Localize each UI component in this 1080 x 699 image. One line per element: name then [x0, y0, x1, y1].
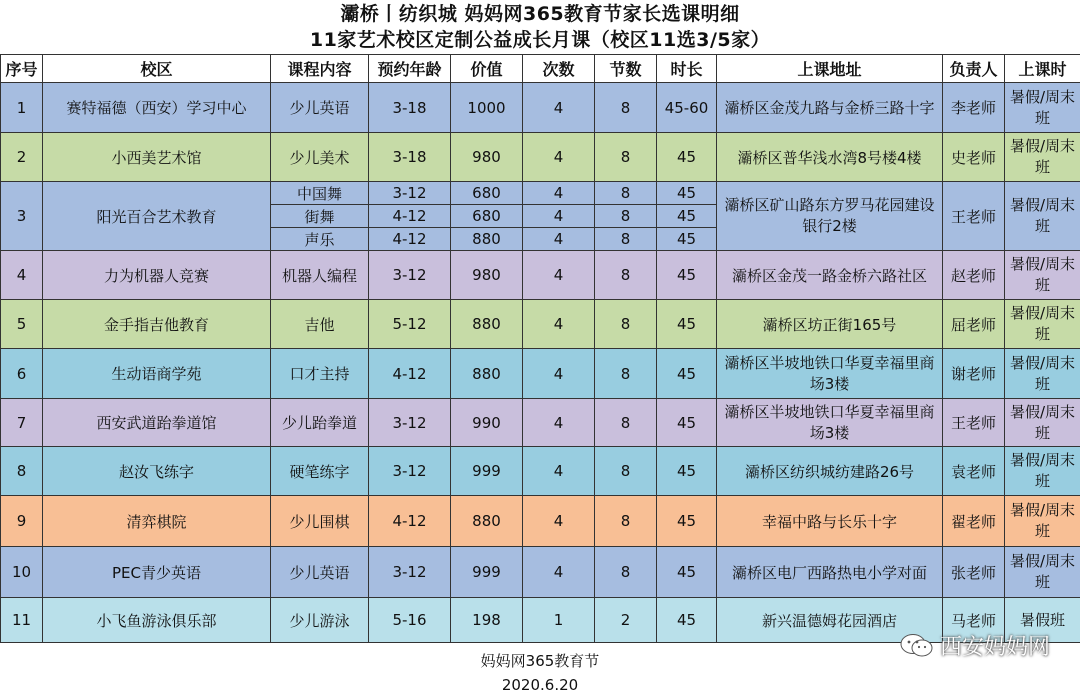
cell-price: 198 [451, 598, 523, 643]
cell-price: 980 [451, 133, 523, 182]
cell-times: 4 [523, 349, 595, 399]
table-row [1, 251, 1080, 300]
cell-age: 3-12 [369, 547, 451, 598]
col-header-no: 序号 [1, 55, 43, 83]
footer-event-name: 妈妈网365教育节 [480, 652, 600, 670]
cell-no: 2 [1, 133, 43, 182]
cell-address: 灞桥区半坡地铁口华夏幸福里商场3楼 [717, 399, 943, 447]
cell-course: 中国舞 [271, 182, 369, 205]
cell-schedule: 暑假/周末班 [1005, 133, 1080, 182]
cell-times: 4 [523, 228, 595, 251]
col-header-times: 次数 [523, 55, 595, 83]
cell-school: 力为机器人竞赛 [43, 251, 271, 300]
col-header-teacher: 负责人 [943, 55, 1005, 83]
cell-course: 少儿英语 [271, 547, 369, 598]
course-table [0, 54, 1080, 643]
table-row [1, 399, 1080, 447]
cell-sessions: 8 [595, 547, 657, 598]
cell-teacher: 翟老师 [943, 496, 1005, 547]
cell-duration: 45 [657, 598, 717, 643]
col-header-schedule: 上课时 [1005, 55, 1080, 83]
page-title: 灞桥丨纺织城 妈妈网365教育节家长选课明细 [340, 3, 740, 25]
cell-course: 口才主持 [271, 349, 369, 399]
cell-course: 硬笔练字 [271, 447, 369, 496]
cell-school: 赛特福德（西安）学习中心 [43, 83, 271, 133]
cell-sessions: 8 [595, 182, 657, 205]
cell-school: 西安武道跆拳道馆 [43, 399, 271, 447]
cell-schedule: 暑假/周末班 [1005, 300, 1080, 349]
cell-price: 680 [451, 182, 523, 205]
cell-age: 3-18 [369, 83, 451, 133]
cell-address: 灞桥区矿山路东方罗马花园建设银行2楼 [717, 182, 943, 251]
cell-schedule: 暑假/周末班 [1005, 182, 1080, 251]
cell-school: PEC青少英语 [43, 547, 271, 598]
col-header-age: 预约年龄 [369, 55, 451, 83]
cell-price: 880 [451, 349, 523, 399]
cell-sessions: 8 [595, 349, 657, 399]
cell-times: 4 [523, 300, 595, 349]
cell-price: 1000 [451, 83, 523, 133]
cell-times: 4 [523, 205, 595, 228]
cell-price: 999 [451, 547, 523, 598]
table-row [1, 547, 1080, 598]
cell-times: 4 [523, 447, 595, 496]
cell-price: 980 [451, 251, 523, 300]
cell-schedule: 暑假/周末班 [1005, 547, 1080, 598]
cell-duration: 45 [657, 547, 717, 598]
cell-no: 1 [1, 83, 43, 133]
cell-teacher: 袁老师 [943, 447, 1005, 496]
cell-duration: 45 [657, 133, 717, 182]
cell-address: 新兴温德姆花园酒店 [717, 598, 943, 643]
wechat-icon [900, 633, 934, 659]
cell-no: 11 [1, 598, 43, 643]
cell-duration: 45 [657, 300, 717, 349]
cell-no: 8 [1, 447, 43, 496]
cell-sessions: 8 [595, 496, 657, 547]
cell-duration: 45 [657, 447, 717, 496]
cell-age: 3-12 [369, 399, 451, 447]
cell-school: 清弈棋院 [43, 496, 271, 547]
col-header-sessions: 节数 [595, 55, 657, 83]
cell-age: 4-12 [369, 496, 451, 547]
cell-age: 3-12 [369, 447, 451, 496]
cell-address: 幸福中路与长乐十字 [717, 496, 943, 547]
cell-address: 灞桥区电厂西路热电小学对面 [717, 547, 943, 598]
cell-times: 4 [523, 399, 595, 447]
cell-no: 9 [1, 496, 43, 547]
cell-sessions: 8 [595, 228, 657, 251]
cell-age: 4-12 [369, 205, 451, 228]
cell-age: 3-12 [369, 182, 451, 205]
cell-times: 4 [523, 251, 595, 300]
cell-sessions: 8 [595, 251, 657, 300]
cell-no: 3 [1, 182, 43, 251]
cell-sessions: 2 [595, 598, 657, 643]
cell-school: 阳光百合艺术教育 [43, 182, 271, 251]
cell-school: 生动语商学苑 [43, 349, 271, 399]
col-header-duration: 时长 [657, 55, 717, 83]
cell-school: 金手指吉他教育 [43, 300, 271, 349]
cell-price: 880 [451, 228, 523, 251]
cell-no: 10 [1, 547, 43, 598]
cell-no: 6 [1, 349, 43, 399]
cell-duration: 45 [657, 349, 717, 399]
cell-price: 880 [451, 300, 523, 349]
cell-schedule: 暑假/周末班 [1005, 83, 1080, 133]
cell-schedule: 暑假/周末班 [1005, 251, 1080, 300]
watermark [900, 630, 1050, 661]
cell-no: 4 [1, 251, 43, 300]
col-header-school: 校区 [43, 55, 271, 83]
cell-sessions: 8 [595, 447, 657, 496]
col-header-price: 价值 [451, 55, 523, 83]
cell-schedule: 暑假/周末班 [1005, 496, 1080, 547]
cell-course: 吉他 [271, 300, 369, 349]
cell-price: 999 [451, 447, 523, 496]
cell-price: 680 [451, 205, 523, 228]
cell-teacher: 赵老师 [943, 251, 1005, 300]
cell-duration: 45 [657, 251, 717, 300]
cell-price: 880 [451, 496, 523, 547]
cell-teacher: 马老师 [943, 598, 1005, 643]
cell-school: 小西美艺术馆 [43, 133, 271, 182]
table-row [1, 496, 1080, 547]
table-row [1, 300, 1080, 349]
cell-address: 灞桥区金茂一路金桥六路社区 [717, 251, 943, 300]
cell-no: 7 [1, 399, 43, 447]
table-row [1, 133, 1080, 182]
cell-teacher: 李老师 [943, 83, 1005, 133]
cell-address: 灞桥区坊正街165号 [717, 300, 943, 349]
cell-teacher: 史老师 [943, 133, 1005, 182]
cell-age: 5-16 [369, 598, 451, 643]
cell-sessions: 8 [595, 133, 657, 182]
cell-teacher: 王老师 [943, 399, 1005, 447]
cell-course: 少儿跆拳道 [271, 399, 369, 447]
watermark-text: 西安妈妈网 [939, 635, 1050, 660]
cell-address: 灞桥区纺织城纺建路26号 [717, 447, 943, 496]
cell-schedule: 暑假班 [1005, 598, 1080, 643]
cell-schedule: 暑假/周末班 [1005, 447, 1080, 496]
table-header-row [1, 55, 1080, 83]
page-subtitle: 11家艺术校区定制公益成长月课（校区11选3/5家） [309, 29, 771, 51]
cell-duration: 45-60 [657, 83, 717, 133]
col-header-address: 上课地址 [717, 55, 943, 83]
cell-school: 小飞鱼游泳俱乐部 [43, 598, 271, 643]
cell-teacher: 张老师 [943, 547, 1005, 598]
cell-duration: 45 [657, 205, 717, 228]
cell-sessions: 8 [595, 205, 657, 228]
cell-age: 4-12 [369, 228, 451, 251]
cell-times: 4 [523, 83, 595, 133]
cell-course: 少儿美术 [271, 133, 369, 182]
cell-times: 4 [523, 547, 595, 598]
cell-times: 1 [523, 598, 595, 643]
cell-price: 990 [451, 399, 523, 447]
cell-schedule: 暑假/周末班 [1005, 349, 1080, 399]
cell-age: 4-12 [369, 349, 451, 399]
table-row [1, 83, 1080, 133]
cell-age: 5-12 [369, 300, 451, 349]
cell-sessions: 8 [595, 300, 657, 349]
cell-duration: 45 [657, 399, 717, 447]
cell-course: 少儿围棋 [271, 496, 369, 547]
cell-times: 4 [523, 133, 595, 182]
col-header-course: 课程内容 [271, 55, 369, 83]
cell-duration: 45 [657, 496, 717, 547]
cell-course: 机器人编程 [271, 251, 369, 300]
cell-times: 4 [523, 496, 595, 547]
cell-sessions: 8 [595, 83, 657, 133]
cell-course: 街舞 [271, 205, 369, 228]
table-row [1, 182, 1080, 205]
cell-course: 声乐 [271, 228, 369, 251]
cell-schedule: 暑假/周末班 [1005, 399, 1080, 447]
cell-sessions: 8 [595, 399, 657, 447]
cell-address: 灞桥区金茂九路与金桥三路十字 [717, 83, 943, 133]
cell-school: 赵汝飞练字 [43, 447, 271, 496]
cell-age: 3-18 [369, 133, 451, 182]
table-row [1, 349, 1080, 399]
cell-duration: 45 [657, 182, 717, 205]
cell-teacher: 屈老师 [943, 300, 1005, 349]
table-row [1, 447, 1080, 496]
cell-address: 灞桥区半坡地铁口华夏幸福里商场3楼 [717, 349, 943, 399]
cell-course: 少儿游泳 [271, 598, 369, 643]
cell-duration: 45 [657, 228, 717, 251]
cell-times: 4 [523, 182, 595, 205]
cell-teacher: 谢老师 [943, 349, 1005, 399]
footer-date: 2020.6.20 [501, 676, 579, 694]
cell-teacher: 王老师 [943, 182, 1005, 251]
cell-no: 5 [1, 300, 43, 349]
cell-course: 少儿英语 [271, 83, 369, 133]
cell-age: 3-12 [369, 251, 451, 300]
cell-address: 灞桥区普华浅水湾8号楼4楼 [717, 133, 943, 182]
